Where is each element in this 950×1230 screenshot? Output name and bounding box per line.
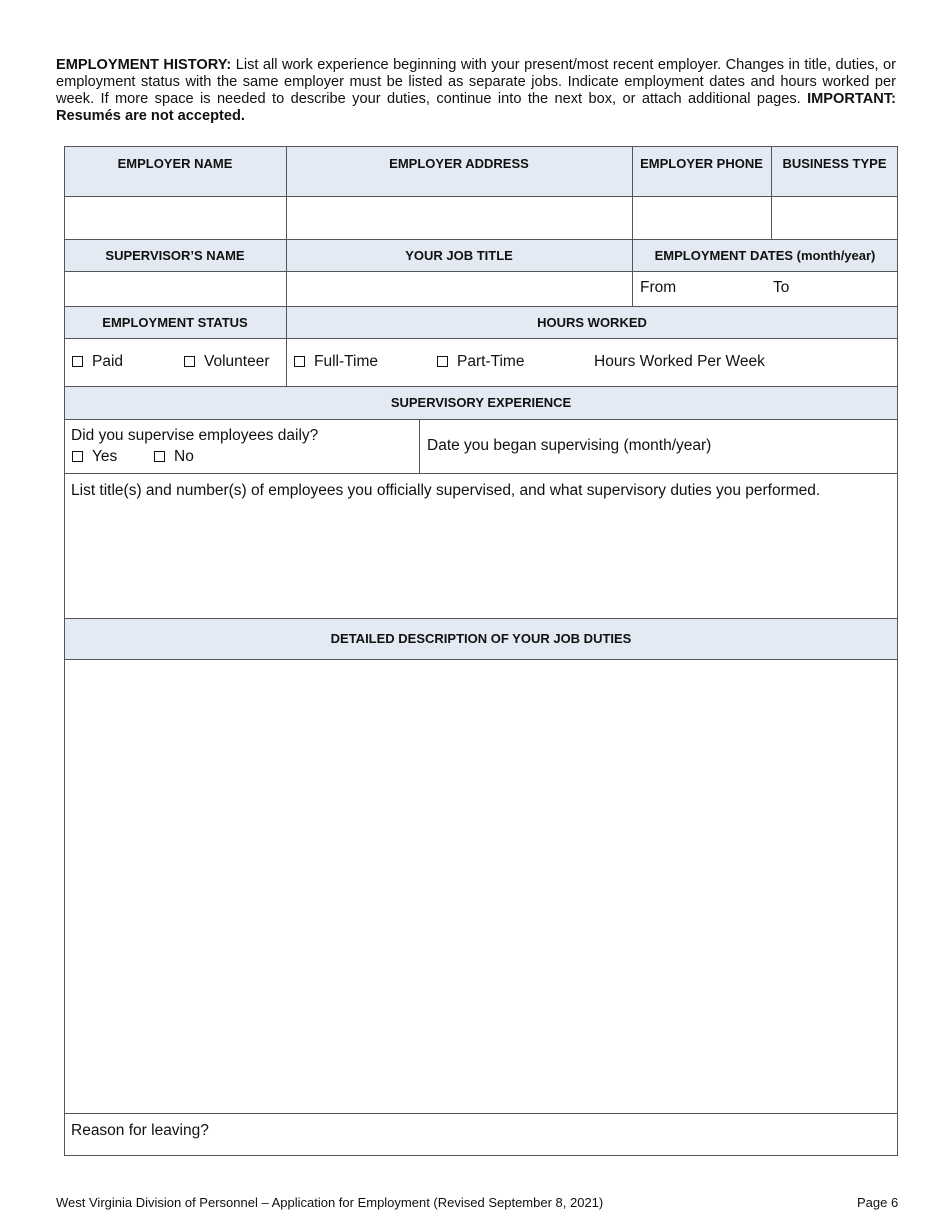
supervisory-experience-header: SUPERVISORY EXPERIENCE: [390, 395, 572, 410]
employment-status-header: EMPLOYMENT STATUS: [102, 314, 248, 330]
supervise-daily-question: Did you supervise employees daily?: [71, 427, 319, 444]
employer-phone-field[interactable]: [633, 197, 771, 239]
date-to-field[interactable]: [796, 272, 897, 306]
part-time-checkbox[interactable]: [437, 356, 448, 367]
supervising-start-field[interactable]: [720, 420, 897, 473]
employer-phone-header: EMPLOYER PHONE: [640, 155, 763, 171]
employer-name-field[interactable]: [65, 197, 286, 239]
business-type-header: BUSINESS TYPE: [782, 155, 887, 171]
hours-per-week-field[interactable]: [768, 339, 897, 386]
volunteer-label: Volunteer: [204, 353, 270, 370]
business-type-field[interactable]: [772, 197, 897, 239]
job-title-field[interactable]: [287, 272, 632, 306]
volunteer-checkbox[interactable]: [184, 356, 195, 367]
paid-label: Paid: [92, 353, 124, 370]
hours-worked-header: HOURS WORKED: [537, 314, 647, 330]
instructions-body: List all work experience beginning with your present/most recent employer. Changes in title, duties, or employment status with the same employer must be listed as separate jobs. Indicate employment dates and hours worked per week. If more space is needed to describe your duties, continue into the next box, or attach additional pages.: [56, 57, 896, 107]
full-time-checkbox[interactable]: [294, 356, 305, 367]
divider: [632, 271, 633, 306]
reason-leaving-field[interactable]: [215, 1114, 897, 1155]
volunteer-option[interactable]: [184, 353, 270, 371]
supervising-start-label: Date you began supervising (month/year): [427, 437, 712, 454]
job-duties-header: DETAILED DESCRIPTION OF YOUR JOB DUTIES: [330, 631, 632, 646]
supervise-no-option[interactable]: [154, 448, 194, 466]
instructions-important: IMPORTANT: Resumés are not accepted.: [56, 91, 896, 124]
date-from-field[interactable]: [680, 272, 768, 306]
divider: [64, 473, 898, 474]
instructions-lead: EMPLOYMENT HISTORY:: [56, 57, 232, 73]
divider: [419, 419, 420, 473]
full-time-label: Full-Time: [314, 353, 379, 370]
job-title-header: YOUR JOB TITLE: [405, 247, 513, 263]
part-time-label: Part-Time: [457, 353, 525, 370]
reason-leaving-label: Reason for leaving?: [71, 1122, 209, 1139]
supervise-yes-checkbox[interactable]: [72, 451, 83, 462]
supervise-yes-option[interactable]: [72, 448, 117, 466]
employer-address-field[interactable]: [287, 197, 632, 239]
footer-text: West Virginia Division of Personnel – Application for Employment (Revised September 8, 2021): [56, 1195, 604, 1210]
part-time-option[interactable]: [437, 353, 524, 371]
paid-checkbox[interactable]: [72, 356, 83, 367]
date-to-label: To: [773, 279, 790, 296]
supervise-no-checkbox[interactable]: [154, 451, 165, 462]
employment-dates-header: EMPLOYMENT DATES (month/year): [654, 247, 876, 263]
supervised-employees-prompt: List title(s) and number(s) of employees you officially supervised, and what supervisory duties you performed.: [71, 482, 821, 499]
employer-address-header: EMPLOYER ADDRESS: [389, 155, 529, 171]
supervise-yes-label: Yes: [92, 448, 118, 465]
supervisor-name-field[interactable]: [65, 272, 286, 306]
date-from-label: From: [640, 279, 677, 296]
paid-option[interactable]: [72, 353, 123, 371]
employer-name-header: EMPLOYER NAME: [117, 155, 233, 171]
job-duties-field[interactable]: [65, 660, 897, 1113]
employment-history-instructions: [56, 57, 896, 125]
supervised-employees-field[interactable]: [65, 505, 897, 617]
supervise-no-label: No: [174, 448, 194, 465]
supervisor-name-header: SUPERVISOR’S NAME: [105, 247, 245, 263]
full-time-option[interactable]: [294, 353, 378, 371]
page-number: Page 6: [857, 1195, 899, 1210]
hours-per-week-label: Hours Worked Per Week: [594, 353, 765, 370]
